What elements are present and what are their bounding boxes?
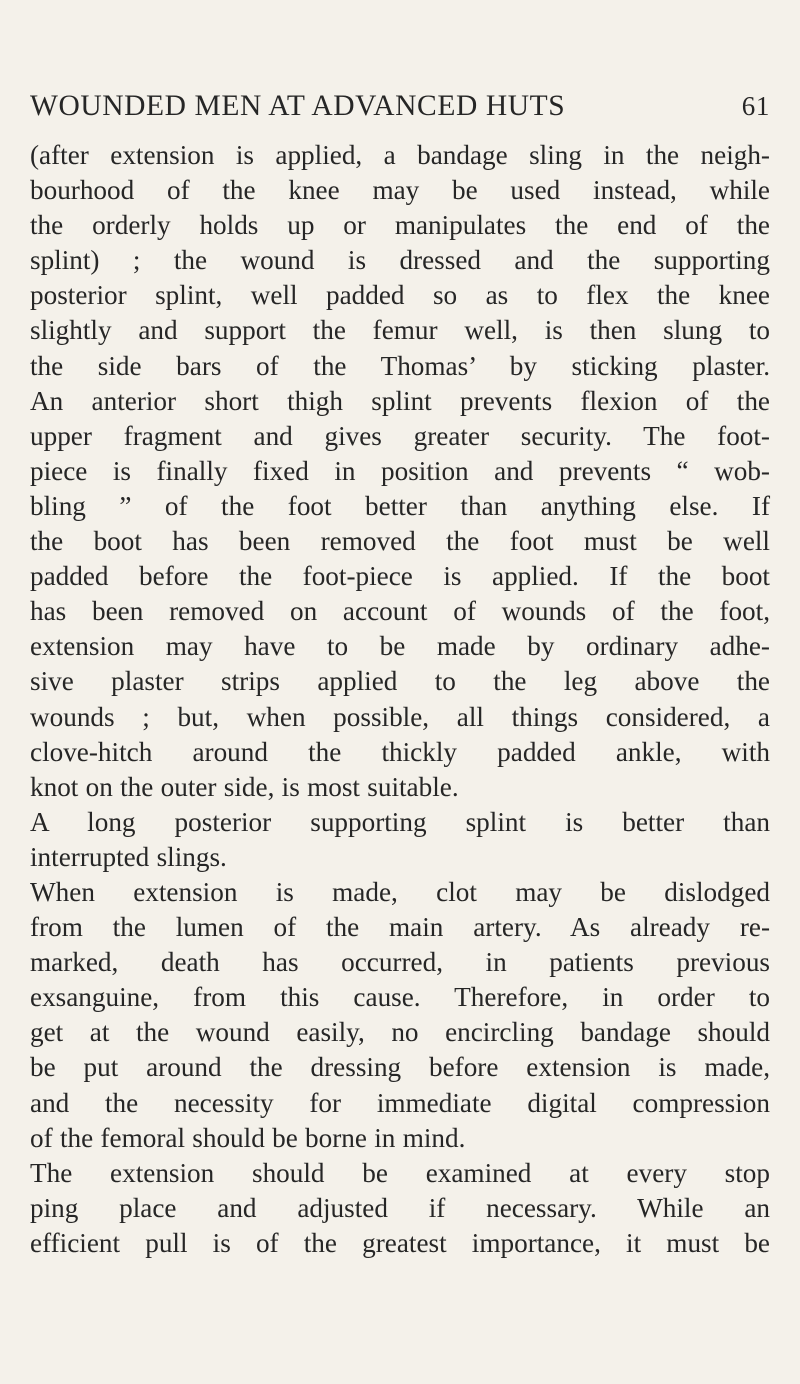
text-line: When extension is made, clot may be dislodged: [30, 876, 770, 907]
running-header: [30, 90, 770, 130]
text-line: ping place and adjusted if necessary. While an: [30, 1192, 770, 1223]
text-line: clove-hitch around the thickly padded ankle, with: [30, 736, 770, 767]
text-line: the orderly holds up or manipulates the end of the: [30, 210, 770, 241]
text-line: marked, death has occurred, in patients previous: [30, 947, 770, 978]
text-line: exsanguine, from this cause. Therefore, in order to: [30, 982, 770, 1013]
text-line: piece is finally fixed in position and prevents “ wob-: [30, 455, 770, 486]
text-line: efficient pull is of the greatest importance, it must be: [30, 1227, 770, 1258]
running-title: WOUNDED MEN AT ADVANCED HUTS: [30, 90, 566, 122]
text-line: the side bars of the Thomas’ by sticking plaster.: [30, 350, 770, 381]
text-line: (after extension is applied, a bandage sling in the neigh-: [30, 140, 770, 170]
text-line: slightly and support the femur well, is then slung to: [30, 315, 770, 346]
text-line: posterior splint, well padded so as to flex the knee: [30, 280, 770, 311]
text-line: has been removed on account of wounds of the foot,: [30, 596, 770, 627]
text-line: from the lumen of the main artery. As already re-: [30, 912, 770, 943]
text-line: extension may have to be made by ordinary adhe-: [30, 631, 770, 662]
text-line: wounds ; but, when possible, all things considered, a: [30, 701, 770, 732]
text-line: bling ” of the foot better than anything else. If: [30, 490, 770, 521]
body-text: [30, 138, 770, 1261]
text-line: interrupted slings.: [30, 841, 227, 872]
text-line: knot on the outer side, is most suitable.: [30, 771, 459, 802]
text-line: and the necessity for immediate digital compression: [30, 1087, 770, 1118]
text-line: bourhood of the knee may be used instead, while: [30, 175, 770, 206]
text-line: get at the wound easily, no encircling bandage should: [30, 1017, 770, 1048]
text-line: be put around the dressing before extension is made,: [30, 1052, 770, 1083]
text-line: An anterior short thigh splint prevents flexion of the: [30, 385, 770, 416]
text-line: padded before the foot-piece is applied. If the boot: [30, 561, 770, 592]
text-line: upper fragment and gives greater security. The foot-: [30, 420, 770, 451]
page-number: 61: [741, 91, 770, 121]
text-line: The extension should be examined at every stop: [30, 1157, 770, 1188]
text-line: sive plaster strips applied to the leg above the: [30, 666, 770, 697]
text-line: splint) ; the wound is dressed and the supporting: [30, 245, 770, 276]
text-line: the boot has been removed the foot must be well: [30, 526, 770, 557]
text-line: of the femoral should be borne in mind.: [30, 1122, 466, 1153]
text-line: A long posterior supporting splint is better than: [30, 806, 770, 837]
